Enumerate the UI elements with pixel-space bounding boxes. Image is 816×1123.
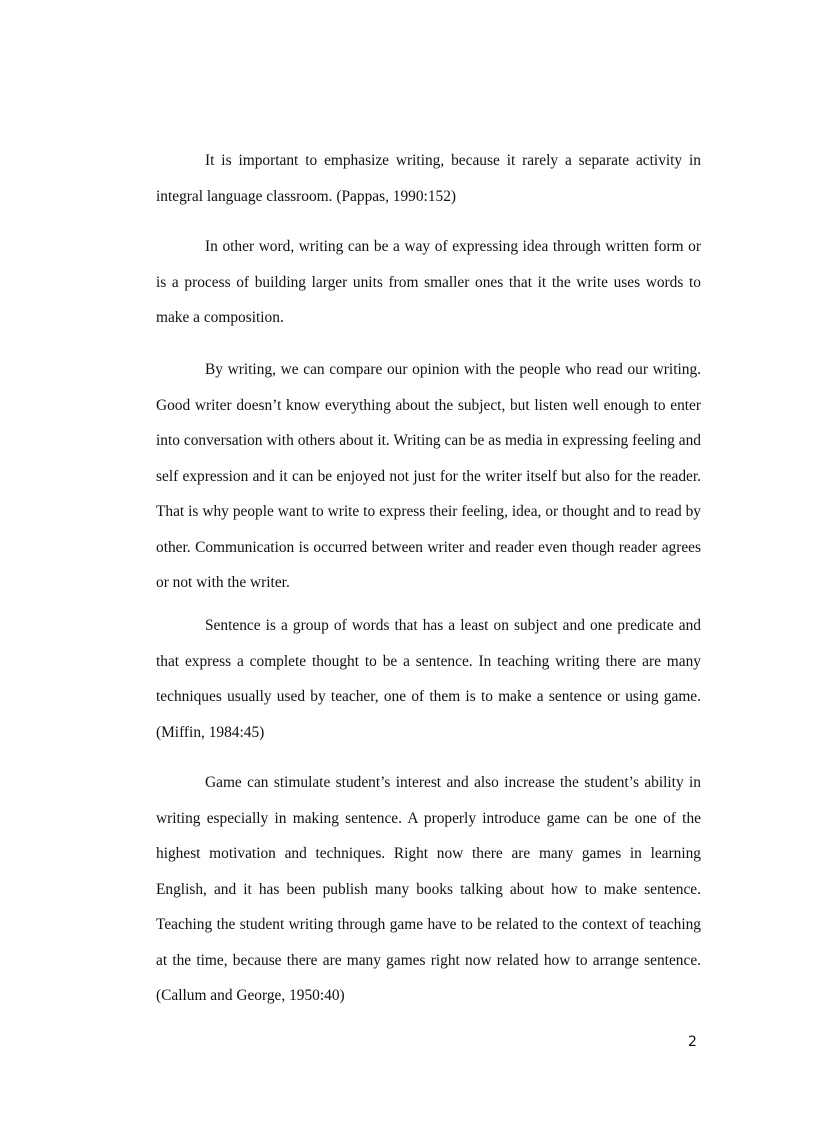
- paragraph-game-writing: Game can stimulate student’s interest and also increase the student’s ability in writing especially in making sentence. A properly introduce game can be one of the highest motivation and techniques. Right now there are many games in learning English, and it has been publish many books talking about how to make sentence. Teaching the student writing through game have to be related to the context of teaching at the time, because there are many games right now related how to arrange sentence. (Callum and George, 1950:40): [156, 774, 701, 1004]
- paragraph-writing-emphasis: It is important to emphasize writing, because it rarely a separate activity in integral language classroom. (Pappas, 1990:152): [156, 152, 701, 205]
- paragraph-writing-communication: By writing, we can compare our opinion with the people who read our writing. Good writer doesn’t know everything about the subject, but listen well enough to enter into conversation with others about it. Writing can be as media in expressing feeling and self expression and it can be enjoyed not just for the writer itself but also for the reader. That is why people want to write to express their feeling, idea, or thought and to read by other. Communication is occurred between writer and reader even though reader agrees or not with the writer.: [156, 361, 701, 591]
- paragraph-writing-definition: In other word, writing can be a way of expressing idea through written form or is a process of building larger units from smaller ones that it the write uses words to make a composition.: [156, 238, 701, 326]
- paragraph-sentence-definition: Sentence is a group of words that has a least on subject and one predicate and that express a complete thought to be a sentence. In teaching writing there are many techniques usually used by teacher, one of them is to make a sentence or using game. (Miffin, 1984:45): [156, 617, 701, 741]
- page-number: 2: [688, 1034, 697, 1050]
